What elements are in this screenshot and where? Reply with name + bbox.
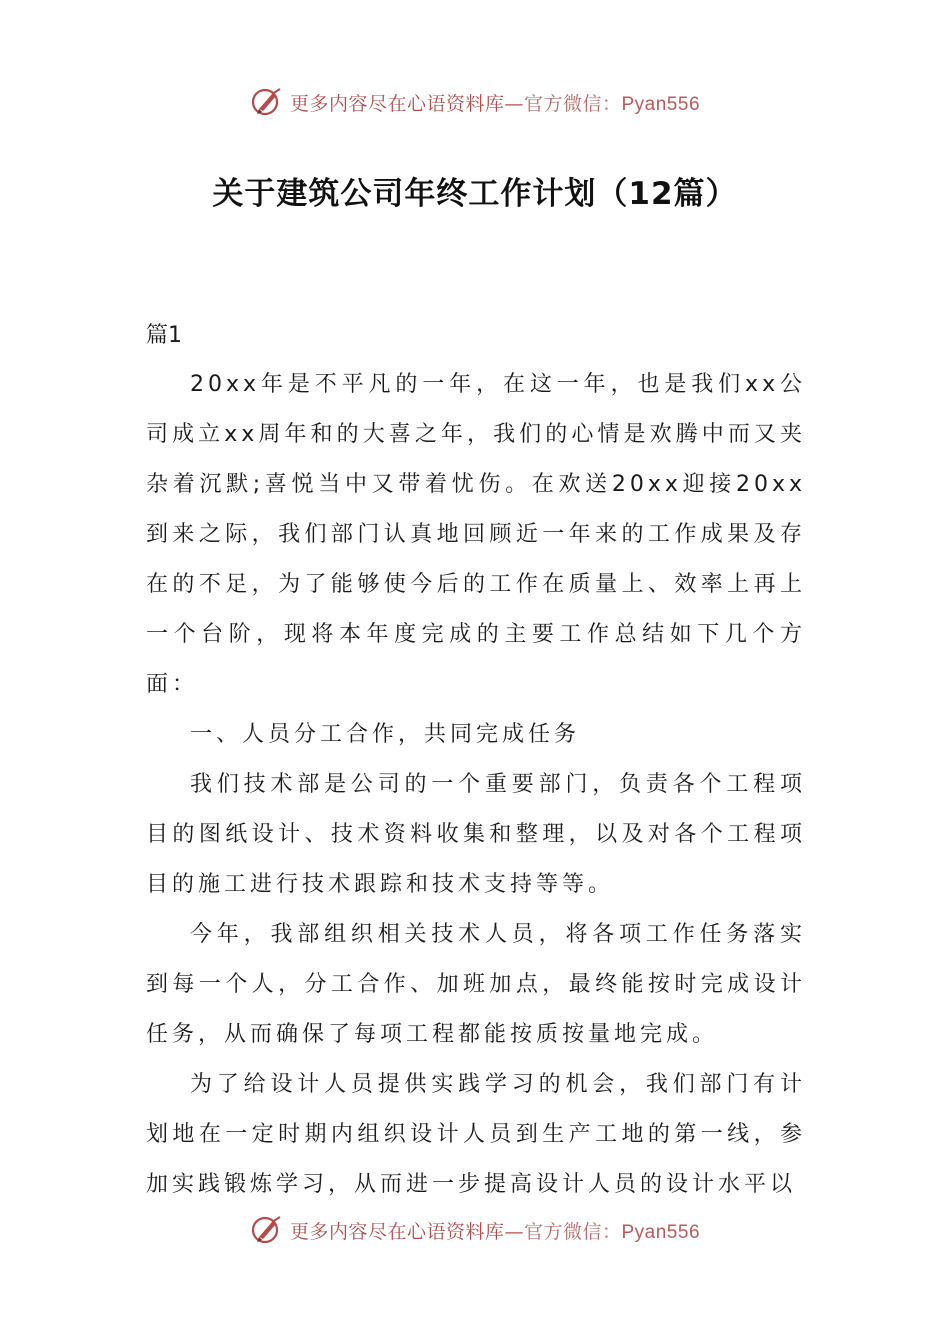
watermark-brand: 更多内容尽在心语资料库 [289, 1220, 505, 1243]
pen-quill-logo-icon [250, 1213, 284, 1247]
document-body [146, 360, 806, 1210]
paragraph: 今年，我部组织相关技术人员，将各项工作任务落实到每一个人，分工合作、加班加点，最终能按时完成设计任务，从而确保了每项工程都能按质按量地完成。 [146, 922, 806, 1047]
watermark-brand: 更多内容尽在心语资料库 [289, 92, 505, 115]
paragraph: 20xx年是不平凡的一年，在这一年，也是我们xx公司成立xx周年和的大喜之年，我们的心情是欢腾中而又夹杂着沉默;喜悦当中又带着忧伤。在欢送20xx迎接20xx到来之际，我们部门认真地回顾近一年来的工作成果及存在的不足，为了能够使今后的工作在质量上、效率上再上一个台阶，现将本年度完成的主要工作总结如下几个方面： [146, 372, 806, 697]
watermark-id: Pyan556 [621, 1221, 701, 1243]
watermark-label: 官方微信： [523, 92, 622, 115]
paragraph: 为了给设计人员提供实践学习的机会，我们部门有计划地在一定时期内组织设计人员到生产工地的第一线，参加实践锻炼学习，从而进一步提高设计人员的设计水平以 [146, 1072, 806, 1197]
section-label: 篇1 [146, 323, 182, 348]
watermark-label: 官方微信： [523, 1220, 622, 1243]
watermark-id: Pyan556 [621, 93, 701, 115]
watermark-dash: — [504, 92, 524, 115]
paragraph-heading: 一、人员分工合作，共同完成任务 [190, 722, 581, 747]
page-title: 关于建筑公司年终工作计划（12篇） [212, 176, 738, 212]
pen-quill-logo-icon [250, 85, 284, 119]
paragraph: 我们技术部是公司的一个重要部门，负责各个工程项目的图纸设计、技术资料收集和整理，以及对各个工程项目的施工进行技术跟踪和技术支持等等。 [146, 772, 806, 897]
watermark-text [290, 89, 700, 116]
watermark-dash: — [504, 1220, 524, 1243]
header-watermark [0, 82, 950, 122]
watermark-text [290, 1217, 700, 1244]
footer-watermark [0, 1210, 950, 1250]
